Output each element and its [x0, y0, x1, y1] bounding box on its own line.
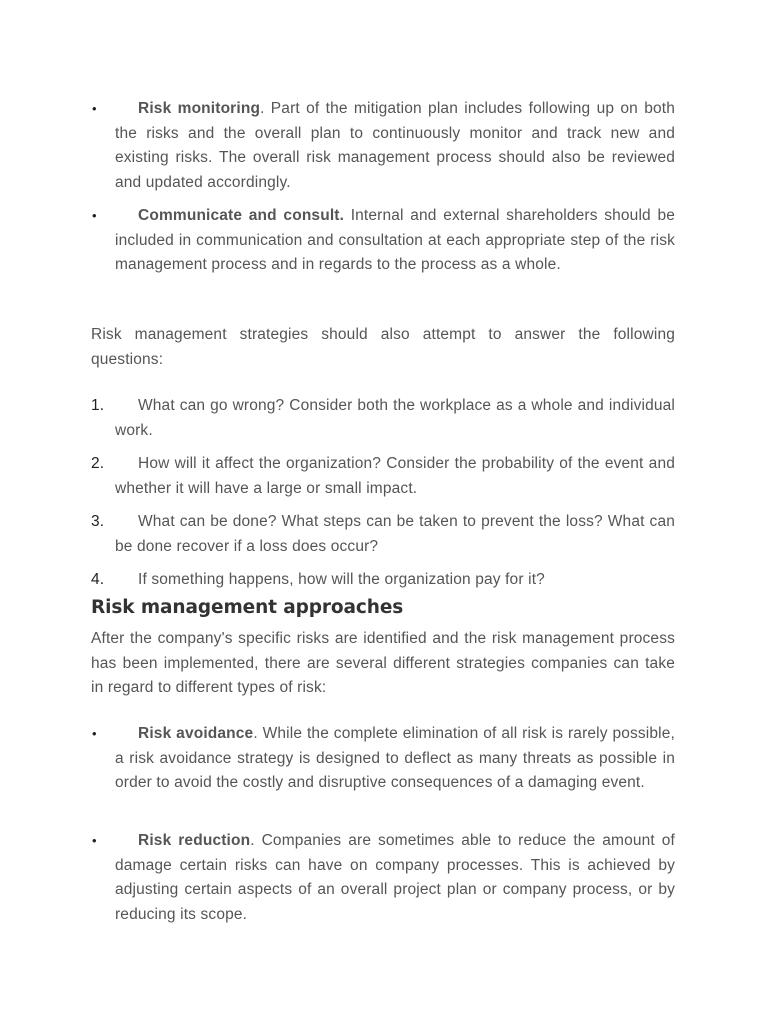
list-item-body: . Companies are sometimes able to reduce the amount of damage certain risks can have on company processes. This is achieved by adjusting certain aspects of an overall project plan or company process, or by reducing its scope.	[115, 832, 675, 923]
bullet-marker: •	[92, 726, 97, 741]
list-item-title: Risk avoidance	[138, 725, 254, 742]
list-item-title: Communicate and consult.	[138, 207, 345, 224]
question-text	[115, 568, 675, 593]
list-item-risk-reduction	[91, 829, 675, 927]
number-marker: 1.	[91, 397, 105, 414]
question-item-2	[91, 452, 675, 501]
bullet-marker: •	[92, 101, 97, 116]
list-item-risk-monitoring	[91, 97, 675, 195]
list-item-title: Risk monitoring	[138, 100, 261, 117]
list-item-body: . While the complete elimination of all risk is rarely possible, a risk avoidance strategy is designed to deflect as many threats as possible in order to avoid the costly and disruptive consequences of a damaging event.	[115, 725, 675, 792]
list-item-text	[115, 722, 675, 796]
number-marker: 4.	[91, 571, 105, 588]
list-item-risk-avoidance	[91, 722, 675, 796]
number-marker: 3.	[91, 513, 105, 530]
question-text	[115, 452, 675, 501]
list-item-communicate-consult	[91, 204, 675, 278]
list-item-text	[115, 204, 675, 278]
question-item-1	[91, 394, 675, 443]
section-heading: Risk management approaches	[91, 597, 404, 618]
question-text-content: How will it affect the organization? Consider the probability of the event and whether it will have a large or small impact.	[115, 455, 675, 497]
question-text-content: What can be done? What steps can be taken to prevent the loss? What can be done recover if a loss does occur?	[115, 513, 675, 555]
question-text-content: If something happens, how will the organization pay for it?	[138, 571, 545, 588]
question-text	[115, 394, 675, 443]
list-item-body: . Part of the mitigation plan includes following up on both the risks and the overall plan to continuously monitor and track new and existing risks. The overall risk management process should also be reviewed and updated accordingly.	[115, 100, 675, 191]
intro-paragraph: Risk management strategies should also attempt to answer the following questions:	[91, 326, 675, 368]
list-item-text	[115, 97, 675, 195]
number-marker: 2.	[91, 455, 105, 472]
question-item-4	[91, 568, 675, 593]
list-item-title: Risk reduction	[138, 832, 251, 849]
question-text-content: What can go wrong? Consider both the workplace as a whole and individual work.	[115, 397, 675, 439]
list-item-body: Internal and external shareholders should be included in communication and consultation at each appropriate step of the risk management process and in regards to the process as a whole.	[115, 207, 675, 274]
section-paragraph: After the company's specific risks are identified and the risk management process has been implemented, there are several different strategies companies can take in regard to different types of risk:	[91, 630, 675, 697]
question-text	[115, 510, 675, 559]
list-item-text	[115, 829, 675, 927]
bullet-marker: •	[92, 833, 97, 848]
question-item-3	[91, 510, 675, 559]
bullet-marker: •	[92, 208, 97, 223]
